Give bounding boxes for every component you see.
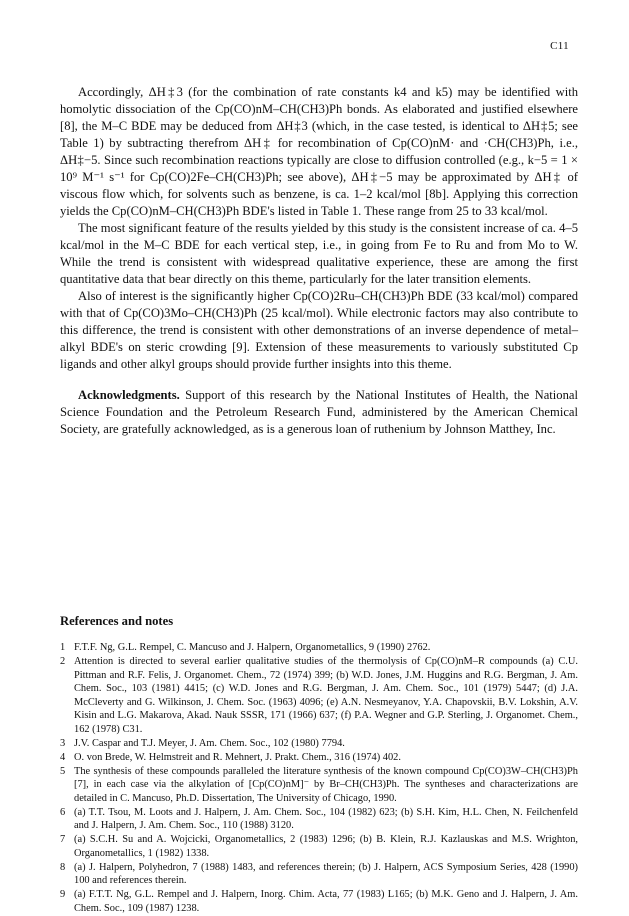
reference-text: F.T.F. Ng, G.L. Rempel, C. Mancuso and J. Halpern, Organometallics, 9 (1990) 2762. — [74, 642, 431, 653]
reference-number: 8 — [60, 861, 66, 873]
reference-text: (a) F.T.T. Ng, G.L. Rempel and J. Halpern, Inorg. Chim. Acta, 77 (1983) L165; (b) M.K. Geno and J. Halpern, J. Am. Chem. Soc., 109 (1987) 1238. — [74, 889, 578, 914]
reference-number: 9 — [60, 889, 66, 900]
reference-text: (a) J. Halpern, Polyhedron, 7 (1988) 1483, and references therein; (b) J. Halpern, ACS Symposium Series, 428 (1990) 100 and references therein. — [74, 861, 578, 886]
reference-number: 3 — [60, 737, 66, 749]
reference-item — [60, 888, 578, 915]
references-list — [60, 641, 578, 916]
reference-text: Attention is directed to several earlier qualitative studies of the thermolysis of Cp(CO)nM–R compounds (a) C.U. Pittman and R.F. Felis, J. Organomet. Chem., 72 (1974) 399; (b) W.D. Jones, J.M. Huggins and R.G. Bergman, J. Am. Chem. Soc., 103 (1981) 4415; (c) W.D. Jones and R.G. Bergman, J. Am. Chem. Soc., 101 (1979) 5447; (d) J.A. McCleverty and G. Wilkinson, J. Chem. Soc. (1963) 4096; (e) A.N. Nesmeyanov, Y.A. Chapovskii, B.V. Lokshin, A.V. Kisin and L.G. Makarova, Akad. Nauk SSSR, 171 (1966) 637; (f) P.A. Wegner and G.P. Sterling, J. Organomet. Chem., 162 (1978) C31. — [74, 656, 578, 735]
reference-item — [60, 655, 578, 736]
reference-number: 4 — [60, 751, 66, 763]
body-text — [60, 84, 578, 438]
reference-number: 5 — [60, 765, 66, 777]
reference-text: J.V. Caspar and T.J. Meyer, J. Am. Chem. Soc., 102 (1980) 7794. — [74, 737, 345, 749]
reference-number: 7 — [60, 834, 66, 845]
reference-item — [60, 765, 578, 806]
reference-item — [60, 806, 578, 833]
reference-item — [60, 737, 578, 751]
reference-text: (a) T.T. Tsou, M. Loots and J. Halpern, J. Am. Chem. Soc., 104 (1982) 623; (b) S.H. Kim, H.L. Chen, N. Feilchenfeld and J. Halpern, J. Am. Chem. Soc., 110 (1988) 3120. — [74, 806, 578, 831]
acknowledgments-text: Support of this research by the National Institutes of Health, the National Science Foundation and the Petroleum Research Fund, administered by the American Chemical Society, are gratefully acknowledged, as is a generous loan of ruthenium by Johnson Matthey, Inc. — [60, 388, 578, 436]
reference-item — [60, 641, 578, 655]
acknowledgments-heading: Acknowledgments. — [78, 388, 180, 402]
paragraph-1: Accordingly, ΔH‡3 (for the combination of rate constants k4 and k5) may be identified with homolytic dissociation of the Cp(CO)nM–CH(CH3)Ph bonds. As elaborated and justified elsewhere [8], the M–C BDE may be deduced from ΔH‡3 (which, in the case tested, is identical to ΔH‡5; see Table 1) by subtracting therefrom ΔH‡ for recombination of Cp(CO)nM· and ·CH(CH3)Ph, i.e., ΔH‡−5. Since such recombination reactions typically are close to diffusion controlled (e.g., k−5 = 1 × 10⁹ M⁻¹ s⁻¹ for Cp(CO)2Fe–CH(CH3)Ph; see above), ΔH‡−5 may be approximated by ΔH‡ of viscous flow which, for solvents such as benzene, is ca. 1–2 kcal/mol [8b]. Applying this correction yields the Cp(CO)nM–CH(CH3)Ph BDE's listed in Table 1. These range from 25 to 33 kcal/mol. — [60, 85, 578, 218]
page-number: C11 — [550, 40, 569, 52]
references-title: References and notes — [60, 614, 174, 628]
reference-item — [60, 861, 578, 888]
reference-text: O. von Brede, W. Helmstreit and R. Mehnert, J. Prakt. Chem., 316 (1974) 402. — [74, 751, 401, 763]
reference-text: (a) S.C.H. Su and A. Wojcicki, Organometallics, 2 (1983) 1296; (b) B. Klein, R.J. Kazlauskas and M.S. Wrighton, Organometallics, 1 (1982) 1338. — [74, 834, 578, 859]
reference-item — [60, 833, 578, 860]
reference-number: 6 — [60, 806, 66, 818]
reference-number: 1 — [60, 642, 66, 653]
reference-text: The synthesis of these compounds paralleled the literature synthesis of the known compound Cp(CO)3W–CH(CH3)Ph [7], in each case via the alkylation of [Cp(CO)nM]⁻ by Br–CH(CH3)Ph. The syntheses and characterizations are detailed in C. Mancuso, Ph.D. Dissertation, The University of Chicago, 1990. — [74, 765, 578, 804]
reference-item — [60, 751, 578, 765]
reference-number: 2 — [60, 656, 66, 667]
paragraph-2: The most significant feature of the results yielded by this study is the consistent increase of ca. 4–5 kcal/mol in the M–C BDE for each vertical step, i.e., in going from Fe to Ru and from Mo to W. While the trend is consistent with widespread qualitative experience, these are among the first quantitative data that bear directly on this theme, particularly for the later transition elements. — [60, 221, 578, 286]
acknowledgments-paragraph — [60, 387, 578, 438]
paragraph-3: Also of interest is the significantly higher Cp(CO)2Ru–CH(CH3)Ph BDE (33 kcal/mol) compared with that of Cp(CO)3Mo–CH(CH3)Ph (25 kcal/mol). While electronic factors may also contribute to this difference, the trend is consistent with other demonstrations of an inverse dependence of metal–alkyl BDE's on steric crowding [9]. Extension of these measurements to variously substituted Cp ligands and other alkyl groups should provide further insights into this theme. — [60, 289, 578, 371]
